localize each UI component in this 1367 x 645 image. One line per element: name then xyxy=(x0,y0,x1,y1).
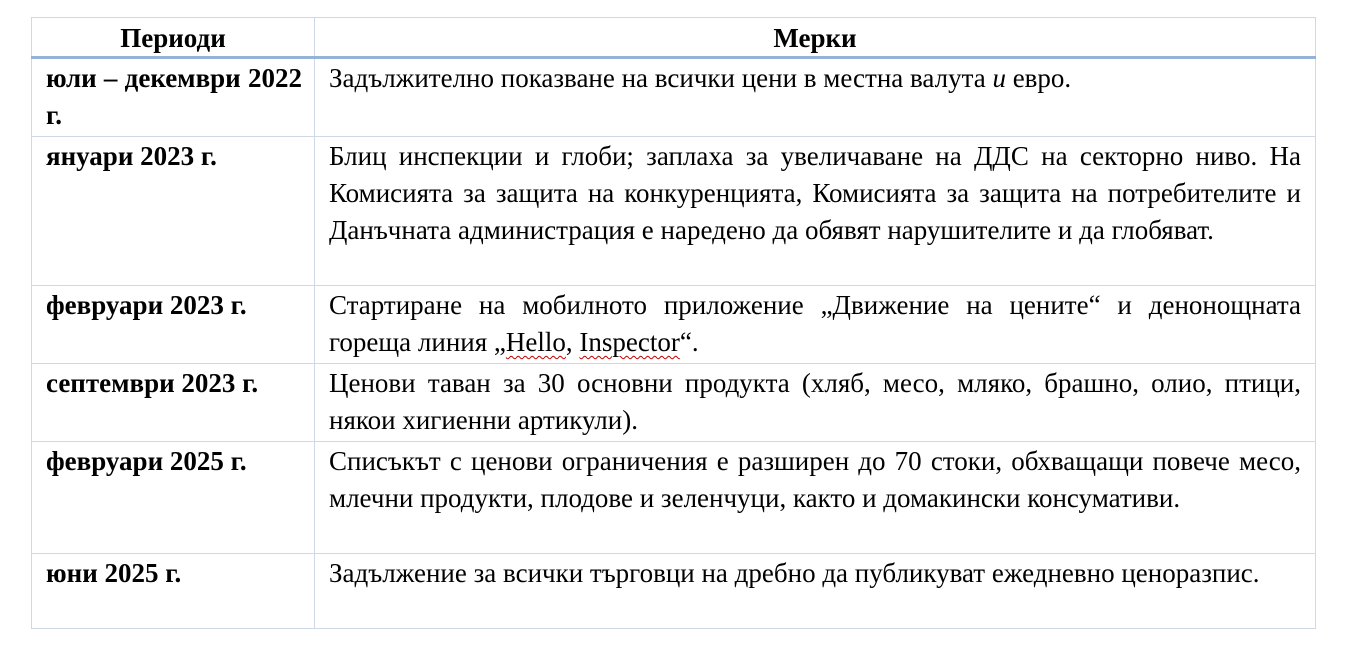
measure-cell xyxy=(315,286,1316,364)
table-row xyxy=(32,554,1316,629)
measures-table xyxy=(31,17,1316,629)
period-cell: юли – декември 2022 г. xyxy=(32,58,315,137)
measure-cell: Задължение за всички търговци на дребно да публикуват ежедневно ценоразпис. xyxy=(315,554,1316,629)
table-row xyxy=(32,286,1316,364)
measure-text: Задължително показване на всички цени в местна валута xyxy=(329,63,993,93)
misspelled-word: Hello xyxy=(505,327,566,357)
header-row xyxy=(32,18,1316,58)
misspelled-word: Inspector xyxy=(579,327,680,357)
table-row xyxy=(32,58,1316,137)
measure-text: “. xyxy=(679,327,699,357)
measure-cell: Ценови таван за 30 основни продукта (хляб, месо, мляко, брашно, олио, птици, някои хигиенни артикули). xyxy=(315,364,1316,442)
measure-text: евро. xyxy=(1005,63,1072,93)
measure-cell xyxy=(315,58,1316,137)
period-cell: януари 2023 г. xyxy=(32,137,315,286)
header-periods: Периоди xyxy=(32,18,315,58)
period-cell: февруари 2025 г. xyxy=(32,442,315,554)
measure-text-italic: и xyxy=(992,63,1006,93)
measure-cell: Списъкът с ценови ограничения е разширен до 70 стоки, обхващащи повече месо, млечни продукти, плодове и зеленчуци, както и домакински консумативи. xyxy=(315,442,1316,554)
table-row xyxy=(32,364,1316,442)
measure-text: Стартиране на мобилното приложение „Движение на цените“ и денонощната гореща линия „ xyxy=(329,290,1301,357)
table-row xyxy=(32,442,1316,554)
period-cell: юни 2025 г. xyxy=(32,554,315,629)
period-cell: септември 2023 г. xyxy=(32,364,315,442)
measure-cell: Блиц инспекции и глоби; заплаха за увеличаване на ДДС на секторно ниво. На Комисията за защита на конкуренцията, Комисията за защита на потребителите и Данъчната администрация е наредено да обявят нарушителите и да глобяват. xyxy=(315,137,1316,286)
header-measures: Мерки xyxy=(315,18,1316,58)
table-row xyxy=(32,137,1316,286)
period-cell: февруари 2023 г. xyxy=(32,286,315,364)
measure-text: , xyxy=(565,327,580,357)
